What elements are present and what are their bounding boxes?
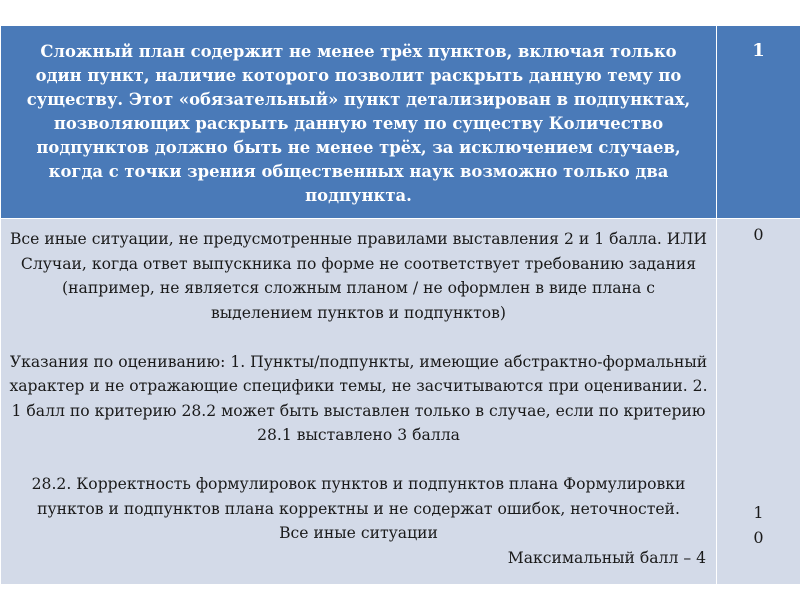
all-other-situations: Все иные ситуации [279, 524, 438, 542]
criteria-table [0, 25, 800, 585]
body-score-cell [717, 219, 800, 585]
max-score-label: Максимальный балл – 4 [507, 548, 706, 567]
grading-instructions-paragraph: Указания по оцениванию: 1. Пункты/подпункты, имеющие абстрактно-формальный характер и не отражающие специфики темы, не засчитываются при оценивании. 2. 1 балл по критерию 28.2 может быть выставлен только в случае, если по критерию 28.1 выставлено 3 балла [9, 352, 708, 444]
header-row [1, 26, 800, 219]
header-criterion-text: Сложный план содержит не менее трёх пунктов, включая только один пункт, наличие которого позволит раскрыть данную тему по существу. Этот «обязательный» пункт детализирован в подпунктах, позволяющих раскрыть данную тему по существу Количество подпунктов должно быть не менее трёх, за исключением случаев, когда с точки зрения общественных наук возможно только два подпункта. [1, 26, 717, 219]
score-one: 1 [753, 503, 764, 522]
other-situations-paragraph: Все иные ситуации, не предусмотренные правилами выставления 2 и 1 балла. ИЛИ Случаи, когда ответ выпускника по форме не соответствует требованию задания (например, не является сложным планом / не оформлен в виде плана с выделением пунктов и подпунктов) [9, 230, 708, 322]
header-score: 1 [717, 26, 800, 219]
score-zero-second: 0 [753, 527, 764, 547]
score-one-zero [717, 501, 800, 550]
criterion-28-2-paragraph: 28.2. Корректность формулировок пунктов и подпунктов плана Формулировки пунктов и подпунктов плана корректны и не содержат ошибок, неточностей. [31, 475, 686, 518]
body-row [1, 219, 800, 585]
body-criterion-cell [1, 219, 717, 585]
score-zero: 0 [753, 225, 764, 244]
